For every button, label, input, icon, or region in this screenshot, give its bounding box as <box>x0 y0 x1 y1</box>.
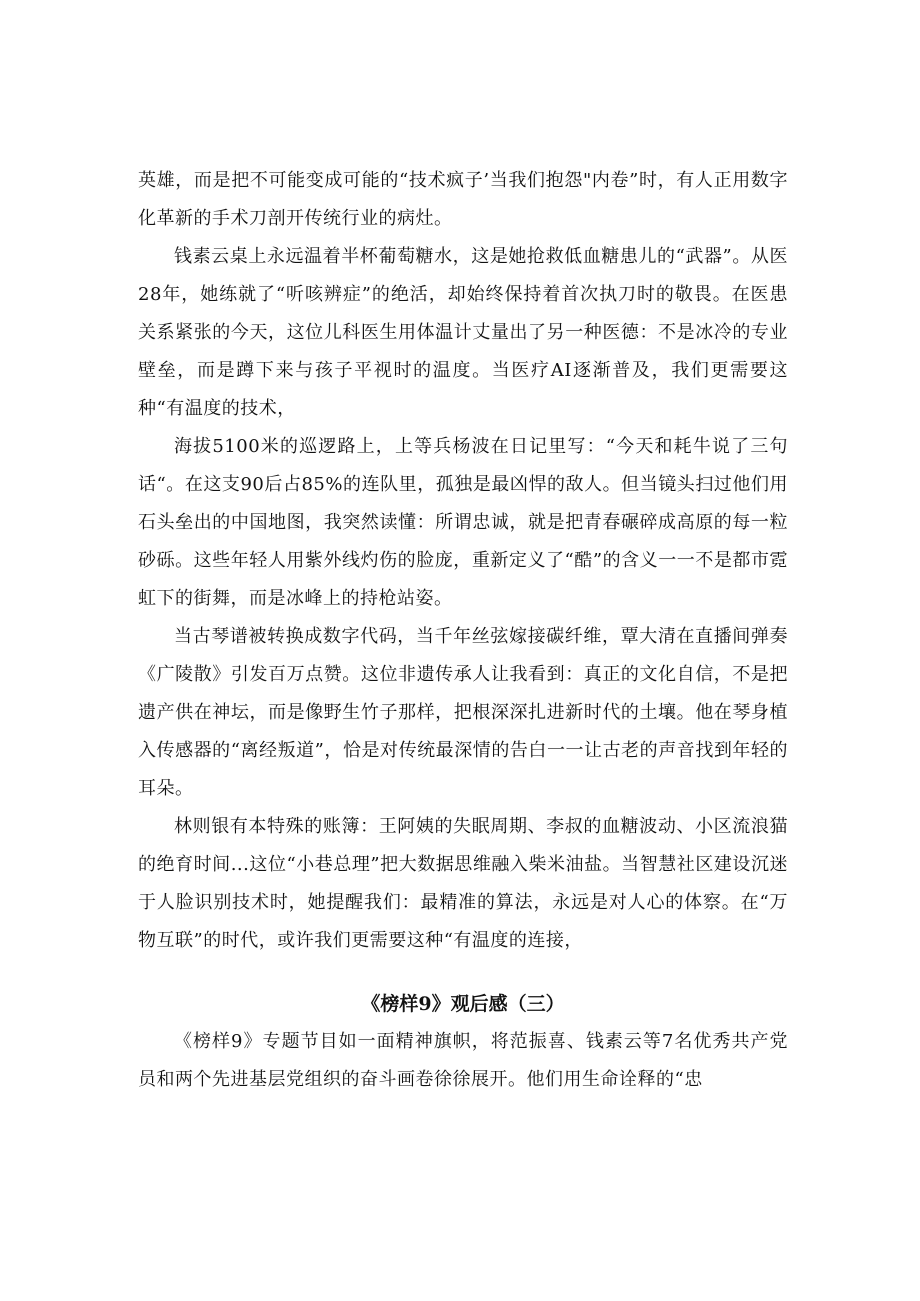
paragraph-qian-suyun: 钱素云桌上永远温着半杯葡萄糖水，这是她抢救低血糖患儿的“武器”。从医28年，她练就了“听咳辨症”的绝活，却始终保持着首次执刀时的敬畏。在医患关系紧张的今天，这位儿科医生用体温计丈量出了另一种医德：不是冰冷的专业壁垒，而是蹲下来与孩子平视时的温度。当医疗AI逐渐普及，我们更需要这种“有温度的技术， <box>138 246 788 419</box>
document-body <box>138 162 788 1099</box>
paragraph-lin-zeyin: 林则银有本特殊的账簿：王阿姨的失眠周期、李叔的血糖波动、小区流浪猫的绝育时间...这位“小巷总理”把大数据思维融入柴米油盐。当智慧社区建设沉迷于人脸识别技术时，她提醒我们：最精准的算法，永远是对人心的体察。在“万物互联”的时代，或许我们更需要这种“有温度的连接， <box>138 816 788 951</box>
paragraph-section-intro: 《榜样9》专题节目如一面精神旗帜，将范振喜、钱素云等7名优秀共产党员和两个先进基层党组织的奋斗画卷徐徐展开。他们用生命诠释的“忠 <box>138 1031 788 1090</box>
paragraph-intro-continuation: 英雄，而是把不可能变成可能的“技术疯子’当我们抱怨"内卷”时，有人正用数字化革新的手术刀剖开传统行业的病灶。 <box>138 170 788 229</box>
paragraph-yang-bo: 海拔5100米的巡逻路上，上等兵杨波在日记里写：“今天和耗牛说了三句话“。在这支90后占85%的连队里，孤独是最凶悍的敌人。但当镜头扫过他们用石头垒出的中国地图，我突然读懂：所谓忠诚，就是把青春碾碎成高原的每一粒砂砾。这些年轻人用紫外线灼伤的脸庞，重新定义了“酷”的含义一一不是都市霓虹下的街舞，而是冰峰上的持枪站姿。 <box>138 436 788 609</box>
section-title: 《榜样9》观后感（三） <box>361 993 565 1015</box>
paragraph-qin-daqing: 当古琴谱被转换成数字代码，当千年丝弦嫁接碳纤维，覃大清在直播间弹奏《广陵散》引发百万点赞。这位非遗传承人让我看到：真正的文化自信，不是把遗产供在神坛，而是像野生竹子那样，把根深深扎进新时代的土壤。他在琴身植入传感器的“离经叛道”，恰是对传统最深情的告白一一让古老的声音找到年轻的耳朵。 <box>138 626 788 799</box>
section-spacer <box>138 960 788 985</box>
